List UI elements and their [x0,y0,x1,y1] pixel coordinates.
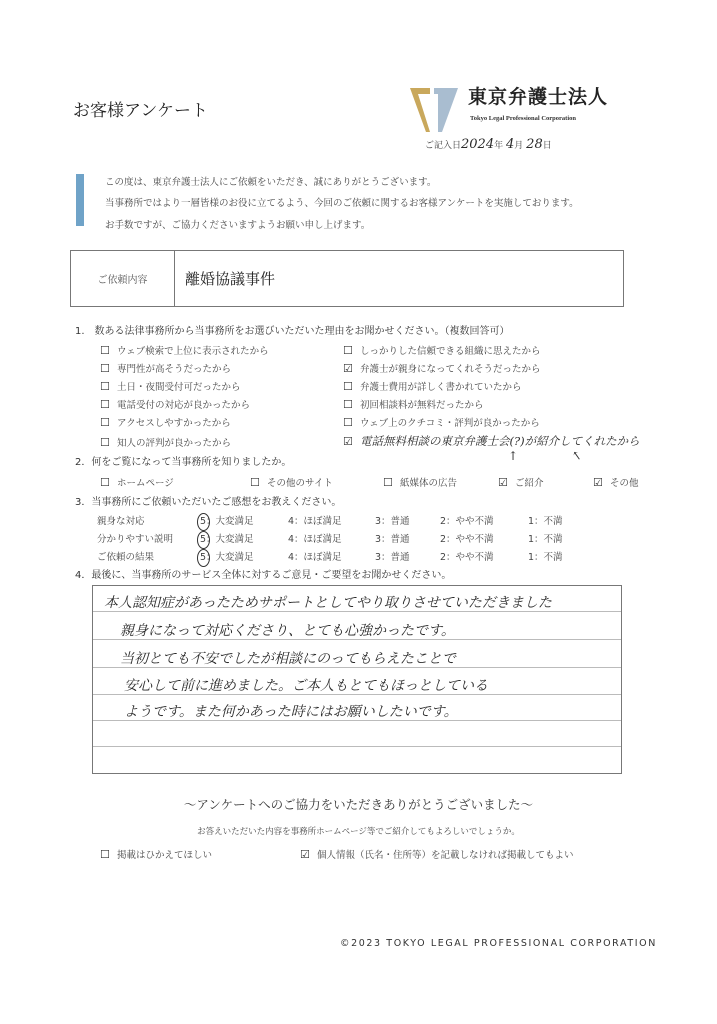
date-year: 2024 [461,137,495,152]
rating-label: 3：普通 [375,552,410,563]
request-value: 離婚協議事件 [185,270,276,288]
rating-option[interactable] [440,533,494,547]
rating-label: 1：不満 [528,552,563,563]
rating-option[interactable] [200,551,254,565]
checkbox-icon[interactable]: ☐ [100,344,110,357]
checkbox-option[interactable] [100,416,231,431]
checkbox-option[interactable] [100,398,250,413]
comment-line: 当初とても不安でしたが相談にのってもらえたことで [120,651,456,667]
ruled-line [93,746,621,747]
month-unit: 月 [514,141,524,151]
selected-rating-circle [197,549,210,567]
checkbox-icon[interactable]: ☐ [343,398,353,411]
page-title: お客様アンケート [73,101,208,121]
option-label: その他 [610,478,639,489]
checkbox-icon[interactable]: ☐ [250,476,260,489]
option-label: ウェブ検索で上位に表示されたから [117,346,269,357]
rating-option[interactable] [288,551,342,565]
checkbox-checked-icon[interactable]: ☑ [300,848,310,861]
checkbox-icon[interactable]: ☐ [100,380,110,393]
rating-row-label: ご依頼の結果 [97,552,155,563]
intro-line: 当事務所ではより一層皆様のお役に立てるよう、今回のご依頼に関するお客様アンケートを実施しております。 [105,198,579,209]
brand-subtitle: Tokyo Legal Professional Corporation [470,115,576,122]
rating-option[interactable] [440,515,494,529]
checkbox-option[interactable] [343,362,541,377]
selected-rating-circle [197,513,210,531]
rating-option[interactable] [375,533,410,547]
checkbox-option[interactable] [383,476,457,491]
rating-label: 3：普通 [375,516,410,527]
rating-label: 5：大変満足 [200,516,254,527]
entry-date [425,137,552,152]
checkbox-option[interactable] [300,848,574,863]
checkbox-option[interactable] [343,416,540,431]
option-label: 紙媒体の広告 [400,478,458,489]
comment-line: ようです。また何かあった時にはお願いしたいです。 [124,704,458,720]
checkbox-checked-icon[interactable]: ☑ [498,476,508,489]
checkbox-icon[interactable]: ☐ [343,344,353,357]
rating-label: 2：やや不満 [440,552,494,563]
checkbox-icon[interactable]: ☐ [100,436,110,449]
checkbox-icon[interactable]: ☐ [100,848,110,861]
rating-option[interactable] [288,533,342,547]
rating-option[interactable] [528,551,563,565]
checkbox-icon[interactable]: ☐ [100,476,110,489]
checkbox-option[interactable] [100,362,231,377]
checkbox-option[interactable] [100,436,231,451]
checkbox-checked-icon[interactable]: ☑ [343,362,353,375]
option-label: 弁護士費用が詳しく書かれていたから [360,382,522,393]
intro-line: この度は、東京弁護士法人にご依頼をいただき、誠にありがとうございます。 [105,177,437,188]
rating-row-label: 親身な対応 [97,516,145,527]
option-label: しっかりした信頼できる組織に思えたから [360,346,541,357]
checkbox-option[interactable] [498,476,544,491]
rating-option[interactable] [528,515,563,529]
comment-line: 安心して前に進めました。ご本人もとてもほっとしている [124,678,488,694]
checkbox-option[interactable] [100,848,212,863]
day-unit: 日 [542,141,552,151]
q1-other-option[interactable] [343,434,640,450]
intro-line: お手数ですが、ご協力くださいますようお願い申し上げます。 [105,220,371,231]
option-label: ご紹介 [515,478,544,489]
option-label: 土日・夜間受付可だったから [117,382,241,393]
option-label: 個人情報（氏名・住所等）を記載しなければ掲載してもよい [317,850,574,861]
rating-label: 4：ほぼ満足 [288,516,342,527]
comment-line: 親身になって対応くださり、とても心強かったです。 [120,623,455,639]
rating-label: 2：やや不満 [440,516,494,527]
checkbox-icon[interactable]: ☐ [100,362,110,375]
option-label: アクセスしやすかったから [117,418,231,429]
request-label: ご依頼内容 [71,251,175,306]
rating-row-label: 分かりやすい説明 [97,534,174,545]
checkbox-option[interactable] [250,476,333,491]
checkbox-checked-icon[interactable]: ☑ [593,476,603,489]
rating-option[interactable] [375,515,410,529]
checkbox-icon[interactable]: ☐ [100,416,110,429]
rating-label: 3：普通 [375,534,410,545]
question-2: 2．何をご覧になって当事務所を知りましたか。 [75,457,292,468]
option-label: その他のサイト [267,478,333,489]
checkbox-option[interactable] [343,380,522,395]
date-day: 28 [526,137,543,152]
thanks-message: 〜アンケートへのご協力をいただきありがとうございました〜 [183,797,534,812]
option-label: 電話受付の対応が良かったから [117,400,251,411]
checkbox-option[interactable] [343,398,484,413]
rating-label: 4：ほぼ満足 [288,552,342,563]
q1-other-handwritten: 電話無料相談の東京弁護士会(?)が紹介してくれたから [360,434,640,448]
question-1: 1. 数ある法律事務所から当事務所をお選びいただいた理由をお聞かせください。（複数回答可） [75,326,510,337]
rating-option[interactable] [440,551,494,565]
checkbox-icon[interactable]: ☐ [100,398,110,411]
rating-label: 4：ほぼ満足 [288,534,342,545]
accent-bar [76,174,84,226]
rating-option[interactable] [375,551,410,565]
checkbox-option[interactable] [100,476,174,491]
checkbox-option[interactable] [593,476,639,491]
brand-name: 東京弁護士法人 [468,86,609,108]
arrow-up-left-icon: ↑ [568,447,586,465]
option-label: ホームページ [117,478,174,489]
year-unit: 年 [494,141,504,151]
rating-option[interactable] [200,533,254,547]
rating-label: 5：大変満足 [200,552,254,563]
selected-rating-circle [197,531,210,549]
publish-question: お答えいただいた内容を事務所ホームページ等でご紹介してもよろしいでしょうか。 [197,827,520,837]
question-3: 3．当事務所にご依頼いただいたご感想をお教えください。 [75,497,342,508]
rating-option[interactable] [288,515,342,529]
copyright-footer: ©2023 TOKYO LEGAL PROFESSIONAL CORPORATION [340,938,657,949]
firm-logo [410,86,462,134]
option-label: 専門性が高そうだったから [117,364,232,375]
checkbox-icon[interactable]: ☐ [343,380,353,393]
checkbox-icon[interactable]: ☐ [343,416,353,429]
option-label: 知人の評判が良かったから [117,438,232,449]
option-label: ウェブ上のクチコミ・評判が良かったから [360,418,540,429]
option-label: 初回相談料が無料だったから [360,400,484,411]
rating-label: 1：不満 [528,516,563,527]
option-label: 弁護士が親身になってくれそうだったから [360,364,541,375]
rating-option[interactable] [528,533,563,547]
rating-label: 1：不満 [528,534,563,545]
checkbox-icon[interactable]: ☐ [383,476,393,489]
option-label: 掲載はひかえてほしい [117,850,213,861]
question-4: 4．最後に、当事務所のサービス全体に対するご意見・ご要望をお聞かせください。 [75,570,452,581]
comment-line: 本人認知症があったためサポートとしてやり取りさせていただきました [104,595,552,611]
rating-label: 2：やや不満 [440,534,494,545]
request-box [70,250,624,307]
checkbox-checked-icon[interactable]: ☑ [343,435,353,448]
checkbox-option[interactable] [100,344,269,359]
rating-label: 5：大変満足 [200,534,254,545]
date-label: ご記入日 [425,141,462,151]
rating-option[interactable] [200,515,254,529]
checkbox-option[interactable] [343,344,541,359]
date-month: 4 [506,137,515,152]
checkbox-option[interactable] [100,380,241,395]
arrow-up-icon: ↑ [508,449,519,463]
